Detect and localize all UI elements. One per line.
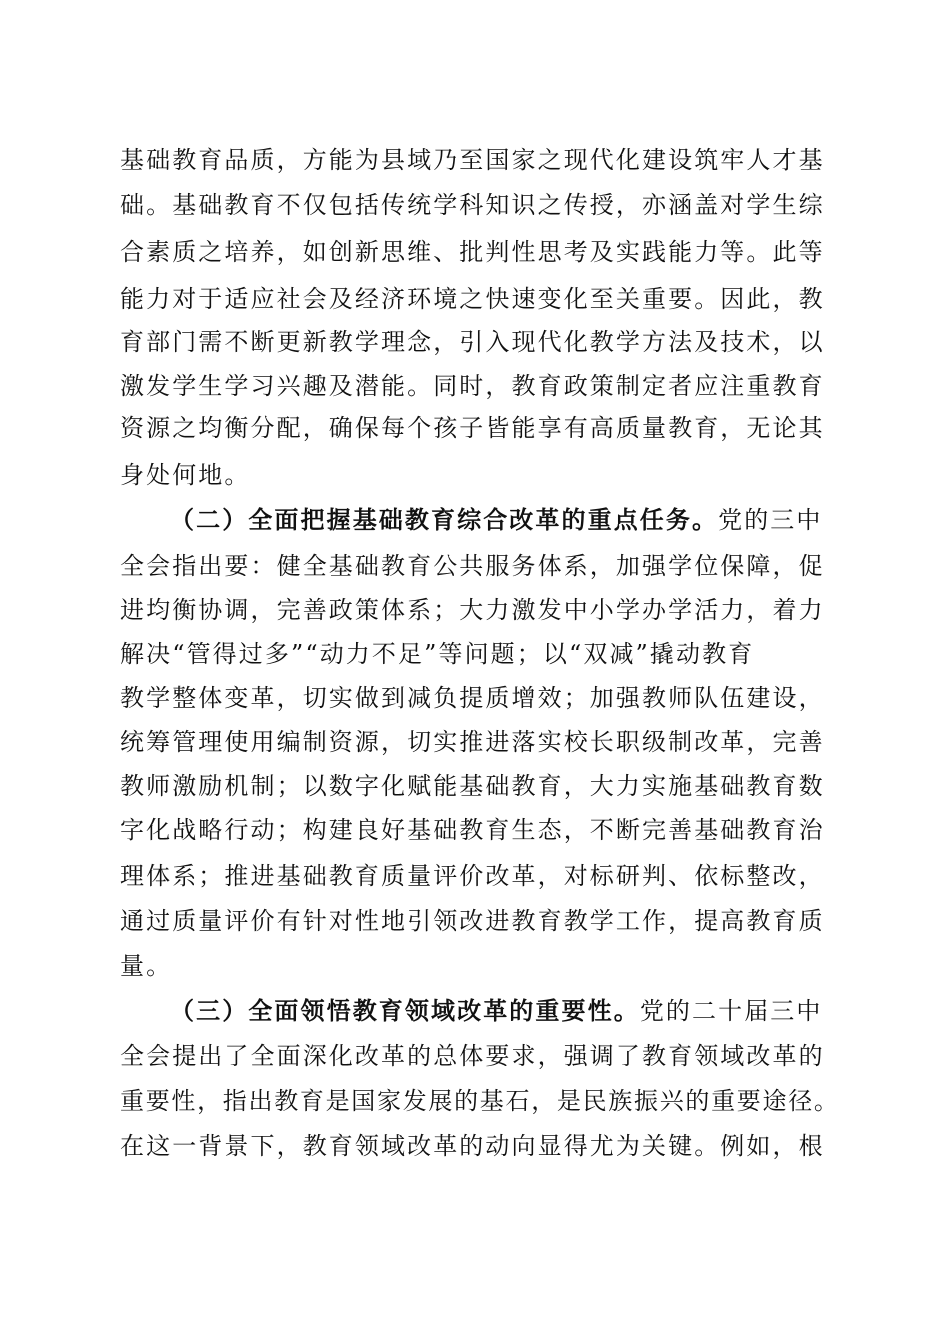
section-heading: （二）全面把握基础教育综合改革的重点任务。 (170, 505, 719, 534)
text-line: 全会指出要：健全基础教育公共服务体系，加强学位保障，促 (120, 552, 825, 580)
text-line: 教师激励机制；以数字化赋能基础教育，大力实施基础教育数 (120, 772, 825, 800)
text-line: 全会提出了全面深化改革的总体要求，强调了教育领域改革的 (120, 1042, 825, 1070)
text-line: 重要性，指出教育是国家发展的基石，是民族振兴的重要途径。 (120, 1087, 840, 1115)
text-line: 教学整体变革，切实做到减负提质增效；加强教师队伍建设， (120, 684, 825, 712)
text-line: 在这一背景下，教育领域改革的动向显得尤为关键。例如，根 (120, 1132, 825, 1160)
text-line: 能力对于适应社会及经济环境之快速变化至关重要。因此，教 (120, 285, 825, 313)
text-line: 量。 (120, 952, 173, 980)
text-line: 资源之均衡分配，确保每个孩子皆能享有高质量教育，无论其 (120, 414, 825, 442)
text-line: 基础教育品质，方能为县域乃至国家之现代化建设筑牢人才基 (120, 146, 825, 174)
heading-continuation: 党的三中 (718, 506, 823, 534)
heading-continuation: 党的二十届三中 (639, 997, 823, 1025)
text-line: 通过质量评价有针对性地引领改进教育教学工作，提高教育质 (120, 907, 825, 935)
text-line: 身处何地。 (120, 461, 251, 489)
text-line: 解决“管得过多”“动力不足”等问题；以“双减”撬动教育 (120, 640, 755, 668)
text-line: 育部门需不断更新教学理念，引入现代化教学方法及技术，以 (120, 328, 825, 356)
text-line: 理体系；推进基础教育质量评价改革，对标研判、依标整改， (120, 862, 825, 890)
text-line: 合素质之培养，如创新思维、批判性思考及实践能力等。此等 (120, 238, 825, 266)
text-line: 统筹管理使用编制资源，切实推进落实校长职级制改革，完善 (120, 728, 825, 756)
text-line: 础。基础教育不仅包括传统学科知识之传授，亦涵盖对学生综 (120, 191, 825, 219)
paragraph-first-line (170, 500, 840, 540)
text-line: 字化战略行动；构建良好基础教育生态，不断完善基础教育治 (120, 816, 825, 844)
paragraph-first-line (170, 991, 840, 1031)
text-line: 进均衡协调，完善政策体系；大力激发中小学办学活力，着力 (120, 596, 825, 624)
text-line: 激发学生学习兴趣及潜能。同时，教育政策制定者应注重教育 (120, 372, 825, 400)
section-heading: （三）全面领悟教育领域改革的重要性。 (170, 996, 640, 1025)
